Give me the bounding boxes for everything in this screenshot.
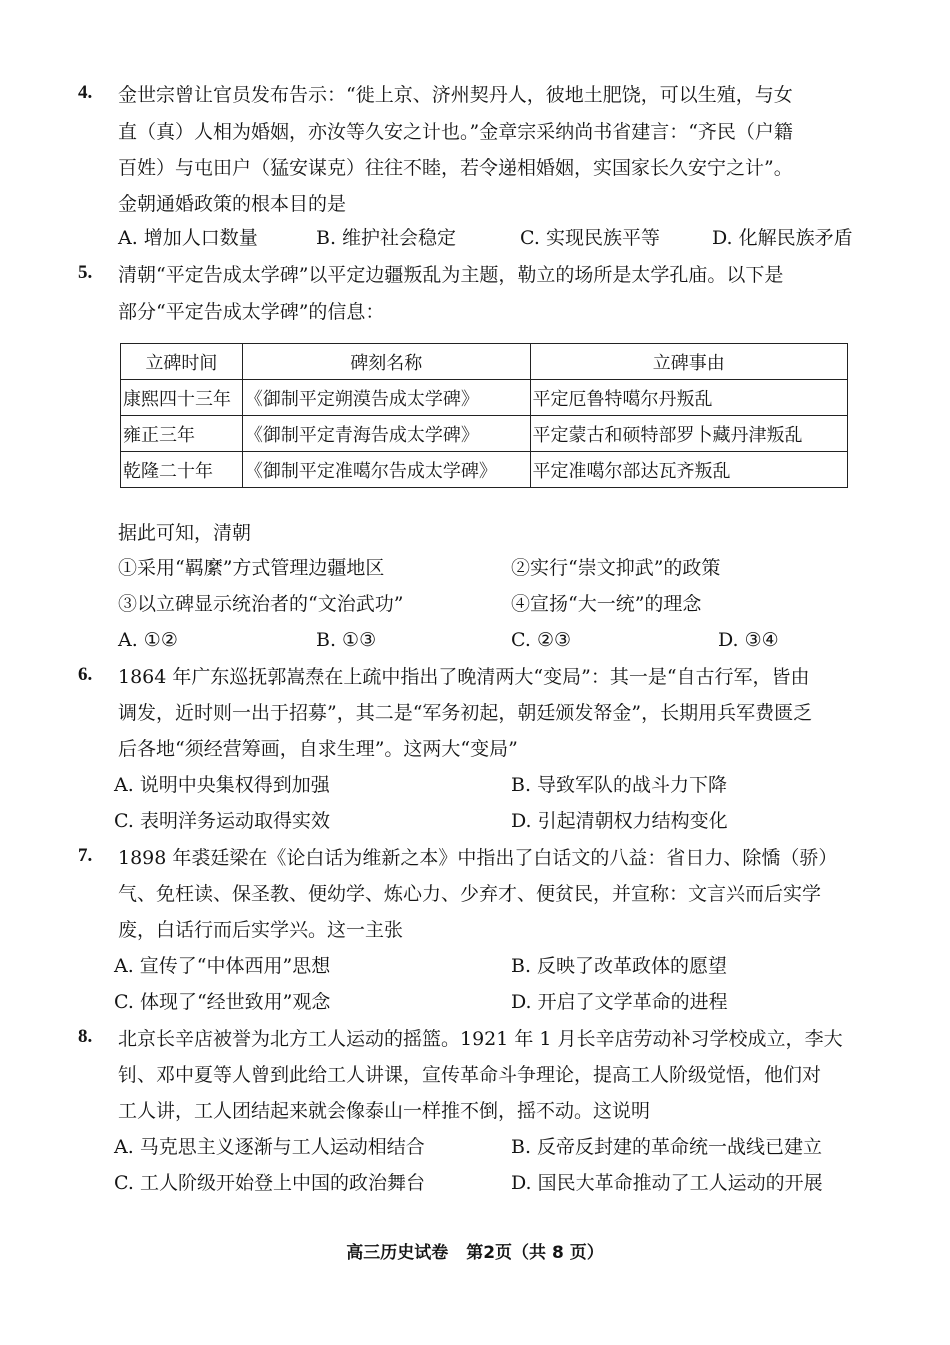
option-d: D. 国民大革命推动了工人运动的开展	[511, 1172, 823, 1194]
table-cell: 雍正三年	[121, 416, 243, 452]
option-a: A. ①②	[118, 629, 178, 651]
question-text: 钊、邓中夏等人曾到此给工人讲课，宣传革命斗争理论，提高工人阶级觉悟，他们对	[118, 1064, 822, 1086]
table-cell: 平定厄鲁特噶尔丹叛乱	[530, 380, 847, 416]
option-a: A. 马克思主义逐渐与工人运动相结合	[114, 1136, 425, 1158]
table-cell: 平定蒙古和硕特部罗卜藏丹津叛乱	[530, 416, 847, 452]
option-d: D. 引起清朝权力结构变化	[511, 810, 728, 832]
option-b: B. 维护社会稳定	[316, 227, 457, 249]
statement-2: ②实行“崇文抑武”的政策	[511, 557, 721, 579]
table-cell: 《御制平定朔漠告成太学碑》	[242, 380, 530, 416]
question-text: 废，白话行而后实学兴。这一主张	[118, 919, 404, 941]
option-c: C. ②③	[511, 629, 572, 651]
option-b: B. 反映了改革政体的愿望	[511, 955, 728, 977]
option-a: A. 宣传了“中体西用”思想	[114, 955, 331, 977]
option-c: C. 体现了“经世致用”观念	[114, 991, 331, 1013]
question-text: 清朝“平定告成太学碑”以平定边疆叛乱为主题，勒立的场所是太学孔庙。以下是	[118, 264, 784, 286]
footer-page-number: 第2页（共 8 页）	[466, 1243, 604, 1263]
option-d: D. 化解民族矛盾	[712, 227, 853, 249]
table-row	[121, 452, 848, 488]
question-text: 部分“平定告成太学碑”的信息：	[118, 301, 385, 323]
question-text: 百姓）与屯田户（猛安谋克）往往不睦，若令递相婚姻，实国家长久安宁之计”。	[118, 157, 793, 179]
question-text: 金世宗曾让官员发布告示：“徙上京、济州契丹人，彼地土肥饶，可以生殖，与女	[118, 84, 793, 106]
question-text: 1864 年广东巡抚郭嵩焘在上疏中指出了晚清两大“变局”：其一是“自古行军，皆由	[118, 666, 810, 688]
table-cell: 康熙四十三年	[121, 380, 243, 416]
page-footer	[0, 1238, 950, 1263]
header-cell: 立碑时间	[121, 344, 243, 380]
table-row	[121, 380, 848, 416]
question-text: 1898 年裘廷梁在《论白话为维新之本》中指出了白话文的八益：省日力、除憍（骄）	[118, 847, 838, 869]
question-text: 后各地“须经营筹画，自求生理”。这两大“变局”	[118, 738, 518, 760]
option-c: C. 实现民族平等	[520, 227, 660, 249]
statement-3: ③以立碑显示统治者的“文治武功”	[118, 593, 404, 615]
table-cell: 平定准噶尔部达瓦齐叛乱	[530, 452, 847, 488]
footer-subject: 高三历史试卷	[346, 1243, 449, 1263]
question-text: 气、免枉读、保圣教、便幼学、炼心力、少弃才、便贫民，并宣称：文言兴而后实学	[118, 883, 822, 905]
option-b: B. 反帝反封建的革命统一战线已建立	[511, 1136, 823, 1158]
question-number: 5.	[78, 262, 93, 283]
option-d: D. 开启了文学革命的进程	[511, 991, 728, 1013]
header-cell: 碑刻名称	[242, 344, 530, 380]
table-cell: 《御制平定青海告成太学碑》	[242, 416, 530, 452]
question-text: 直（真）人相为婚姻，亦汝等久安之计也。”金章宗采纳尚书省建言：“齐民（户籍	[118, 121, 793, 143]
table-row	[121, 416, 848, 452]
question-number: 6.	[78, 664, 93, 685]
question-number: 7.	[78, 845, 93, 866]
stele-table	[120, 343, 848, 488]
statement-1: ①采用“羁縻”方式管理边疆地区	[118, 557, 385, 579]
question-stem: 据此可知，清朝	[118, 522, 252, 544]
table-header-row	[121, 344, 848, 380]
question-text: 北京长辛店被誉为北方工人运动的摇篮。1921 年 1 月长辛店劳动补习学校成立，李大	[118, 1028, 843, 1050]
option-a: A. 增加人口数量	[118, 227, 258, 249]
header-cell: 立碑事由	[530, 344, 847, 380]
question-text: 调发，近时则一出于招募”，其二是“军务初起，朝廷颁发帑金”，长期用兵军费匮乏	[118, 702, 813, 724]
option-b: B. 导致军队的战斗力下降	[511, 774, 728, 796]
option-a: A. 说明中央集权得到加强	[114, 774, 330, 796]
statement-4: ④宣扬“大一统”的理念	[511, 593, 702, 615]
table-cell: 乾隆二十年	[121, 452, 243, 488]
option-d: D. ③④	[718, 629, 779, 651]
question-text: 金朝通婚政策的根本目的是	[118, 193, 347, 215]
question-number: 8.	[78, 1026, 93, 1047]
option-c: C. 表明洋务运动取得实效	[114, 810, 330, 832]
question-text: 工人讲，工人团结起来就会像泰山一样推不倒，摇不动。这说明	[118, 1100, 651, 1122]
table-cell: 《御制平定准噶尔告成太学碑》	[242, 452, 530, 488]
question-number: 4.	[78, 82, 93, 103]
option-c: C. 工人阶级开始登上中国的政治舞台	[114, 1172, 425, 1194]
option-b: B. ①③	[316, 629, 377, 651]
